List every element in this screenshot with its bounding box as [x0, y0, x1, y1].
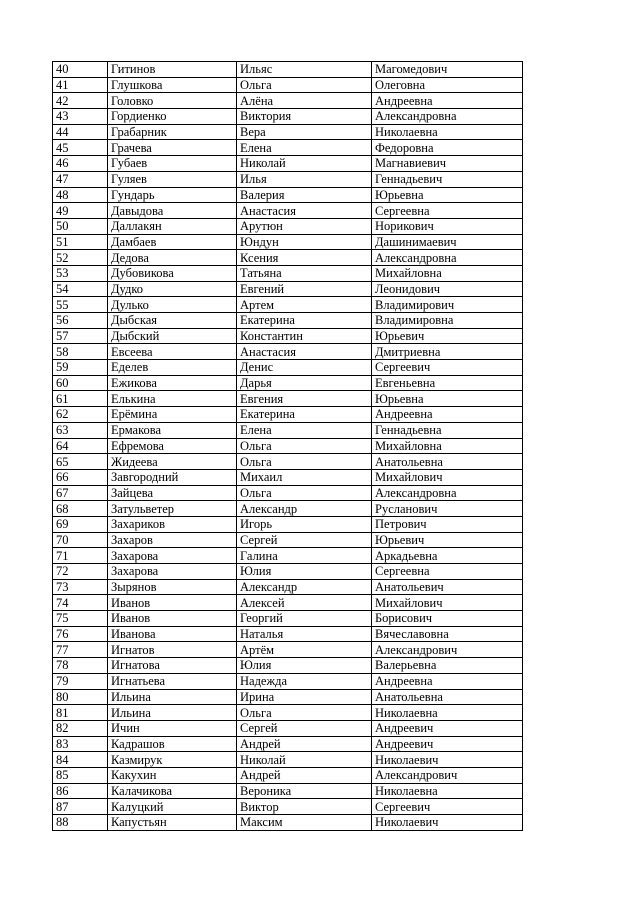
patronymic-cell: Михайловна: [372, 265, 523, 281]
first-name-cell: Ирина: [237, 689, 372, 705]
row-number-cell: 70: [53, 532, 108, 548]
first-name-cell: Николай: [237, 156, 372, 172]
last-name-cell: Дедова: [108, 250, 237, 266]
last-name-cell: Гитинов: [108, 62, 237, 78]
last-name-cell: Еделев: [108, 360, 237, 376]
patronymic-cell: Николаевич: [372, 752, 523, 768]
table-row: [53, 673, 523, 689]
patronymic-cell: Александрович: [372, 767, 523, 783]
row-number-cell: 75: [53, 611, 108, 627]
row-number-cell: 76: [53, 626, 108, 642]
last-name-cell: Губаев: [108, 156, 237, 172]
patronymic-cell: Геннадьевич: [372, 171, 523, 187]
row-number-cell: 60: [53, 375, 108, 391]
first-name-cell: Наталья: [237, 626, 372, 642]
patronymic-cell: Андреевна: [372, 93, 523, 109]
patronymic-cell: Александровна: [372, 109, 523, 125]
table-row: [53, 783, 523, 799]
table-row: [53, 281, 523, 297]
last-name-cell: Жидеева: [108, 454, 237, 470]
table-row: [53, 250, 523, 266]
last-name-cell: Елькина: [108, 391, 237, 407]
table-row: [53, 124, 523, 140]
row-number-cell: 80: [53, 689, 108, 705]
patronymic-cell: Анатольевна: [372, 689, 523, 705]
patronymic-cell: Валерьевна: [372, 658, 523, 674]
first-name-cell: Арутюн: [237, 218, 372, 234]
row-number-cell: 50: [53, 218, 108, 234]
patronymic-cell: Юрьевна: [372, 187, 523, 203]
first-name-cell: Виктория: [237, 109, 372, 125]
table-row: [53, 815, 523, 831]
patronymic-cell: Николаевич: [372, 815, 523, 831]
row-number-cell: 58: [53, 344, 108, 360]
last-name-cell: Ерёмина: [108, 407, 237, 423]
row-number-cell: 84: [53, 752, 108, 768]
first-name-cell: Артём: [237, 642, 372, 658]
first-name-cell: Галина: [237, 548, 372, 564]
patronymic-cell: Николаевна: [372, 783, 523, 799]
row-number-cell: 81: [53, 705, 108, 721]
last-name-cell: Грачева: [108, 140, 237, 156]
last-name-cell: Дыбский: [108, 328, 237, 344]
row-number-cell: 41: [53, 77, 108, 93]
patronymic-cell: Михайловна: [372, 438, 523, 454]
first-name-cell: Алексей: [237, 595, 372, 611]
table-row: [53, 313, 523, 329]
first-name-cell: Андрей: [237, 736, 372, 752]
row-number-cell: 86: [53, 783, 108, 799]
table-row: [53, 234, 523, 250]
table-row: [53, 344, 523, 360]
table-row: [53, 501, 523, 517]
patronymic-cell: Юрьевич: [372, 328, 523, 344]
first-name-cell: Ольга: [237, 454, 372, 470]
last-name-cell: Глушкова: [108, 77, 237, 93]
last-name-cell: Игнатов: [108, 642, 237, 658]
patronymic-cell: Сергеевна: [372, 203, 523, 219]
table-row: [53, 564, 523, 580]
patronymic-cell: Леонидович: [372, 281, 523, 297]
row-number-cell: 52: [53, 250, 108, 266]
row-number-cell: 87: [53, 799, 108, 815]
patronymic-cell: Андреевич: [372, 720, 523, 736]
last-name-cell: Дыбская: [108, 313, 237, 329]
row-number-cell: 77: [53, 642, 108, 658]
first-name-cell: Максим: [237, 815, 372, 831]
row-number-cell: 61: [53, 391, 108, 407]
table-row: [53, 689, 523, 705]
table-row: [53, 469, 523, 485]
last-name-cell: Игнатова: [108, 658, 237, 674]
last-name-cell: Ичин: [108, 720, 237, 736]
last-name-cell: Даллакян: [108, 218, 237, 234]
table-row: [53, 391, 523, 407]
table-row: [53, 93, 523, 109]
patronymic-cell: Александрович: [372, 642, 523, 658]
last-name-cell: Зырянов: [108, 579, 237, 595]
row-number-cell: 74: [53, 595, 108, 611]
first-name-cell: Константин: [237, 328, 372, 344]
names-table: [52, 61, 523, 831]
row-number-cell: 68: [53, 501, 108, 517]
row-number-cell: 82: [53, 720, 108, 736]
patronymic-cell: Дмитриевна: [372, 344, 523, 360]
row-number-cell: 83: [53, 736, 108, 752]
first-name-cell: Илья: [237, 171, 372, 187]
last-name-cell: Иванов: [108, 611, 237, 627]
first-name-cell: Екатерина: [237, 407, 372, 423]
first-name-cell: Евгения: [237, 391, 372, 407]
table-row: [53, 736, 523, 752]
table-row: [53, 642, 523, 658]
last-name-cell: Иванов: [108, 595, 237, 611]
table-row: [53, 422, 523, 438]
last-name-cell: Головко: [108, 93, 237, 109]
table-row: [53, 375, 523, 391]
last-name-cell: Затульветер: [108, 501, 237, 517]
first-name-cell: Дарья: [237, 375, 372, 391]
row-number-cell: 64: [53, 438, 108, 454]
first-name-cell: Ольга: [237, 705, 372, 721]
table-row: [53, 265, 523, 281]
last-name-cell: Ильина: [108, 705, 237, 721]
patronymic-cell: Михайлович: [372, 595, 523, 611]
table-row: [53, 532, 523, 548]
first-name-cell: Ольга: [237, 485, 372, 501]
patronymic-cell: Александровна: [372, 250, 523, 266]
patronymic-cell: Аркадьевна: [372, 548, 523, 564]
table-row: [53, 407, 523, 423]
last-name-cell: Захарова: [108, 564, 237, 580]
first-name-cell: Георгий: [237, 611, 372, 627]
first-name-cell: Ольга: [237, 77, 372, 93]
table-row: [53, 109, 523, 125]
last-name-cell: Гундарь: [108, 187, 237, 203]
patronymic-cell: Сергеевич: [372, 360, 523, 376]
first-name-cell: Екатерина: [237, 313, 372, 329]
row-number-cell: 66: [53, 469, 108, 485]
patronymic-cell: Андреевна: [372, 407, 523, 423]
last-name-cell: Калачикова: [108, 783, 237, 799]
row-number-cell: 49: [53, 203, 108, 219]
table-row: [53, 799, 523, 815]
patronymic-cell: Магомедович: [372, 62, 523, 78]
last-name-cell: Евсеева: [108, 344, 237, 360]
last-name-cell: Давыдова: [108, 203, 237, 219]
first-name-cell: Юлия: [237, 658, 372, 674]
row-number-cell: 48: [53, 187, 108, 203]
first-name-cell: Николай: [237, 752, 372, 768]
row-number-cell: 59: [53, 360, 108, 376]
row-number-cell: 45: [53, 140, 108, 156]
row-number-cell: 88: [53, 815, 108, 831]
first-name-cell: Валерия: [237, 187, 372, 203]
first-name-cell: Елена: [237, 140, 372, 156]
last-name-cell: Гуляев: [108, 171, 237, 187]
table-row: [53, 548, 523, 564]
first-name-cell: Анастасия: [237, 344, 372, 360]
first-name-cell: Артем: [237, 297, 372, 313]
patronymic-cell: Владимирович: [372, 297, 523, 313]
row-number-cell: 53: [53, 265, 108, 281]
row-number-cell: 40: [53, 62, 108, 78]
last-name-cell: Захариков: [108, 516, 237, 532]
last-name-cell: Дамбаев: [108, 234, 237, 250]
row-number-cell: 73: [53, 579, 108, 595]
first-name-cell: Алёна: [237, 93, 372, 109]
table-row: [53, 360, 523, 376]
table-row: [53, 438, 523, 454]
last-name-cell: Ежикова: [108, 375, 237, 391]
patronymic-cell: Петрович: [372, 516, 523, 532]
row-number-cell: 78: [53, 658, 108, 674]
patronymic-cell: Норикович: [372, 218, 523, 234]
table-row: [53, 77, 523, 93]
table-body: [53, 62, 523, 831]
row-number-cell: 51: [53, 234, 108, 250]
first-name-cell: Александр: [237, 579, 372, 595]
last-name-cell: Грабарник: [108, 124, 237, 140]
last-name-cell: Дудко: [108, 281, 237, 297]
last-name-cell: Ермакова: [108, 422, 237, 438]
last-name-cell: Игнатьева: [108, 673, 237, 689]
patronymic-cell: Сергеевич: [372, 799, 523, 815]
patronymic-cell: Анатольевич: [372, 579, 523, 595]
table-row: [53, 720, 523, 736]
first-name-cell: Ольга: [237, 438, 372, 454]
patronymic-cell: Магнавиевич: [372, 156, 523, 172]
last-name-cell: Захаров: [108, 532, 237, 548]
row-number-cell: 46: [53, 156, 108, 172]
patronymic-cell: Михайлович: [372, 469, 523, 485]
first-name-cell: Юндун: [237, 234, 372, 250]
patronymic-cell: Федоровна: [372, 140, 523, 156]
patronymic-cell: Андреевич: [372, 736, 523, 752]
last-name-cell: Капустьян: [108, 815, 237, 831]
patronymic-cell: Николаевна: [372, 705, 523, 721]
row-number-cell: 69: [53, 516, 108, 532]
last-name-cell: Завгородний: [108, 469, 237, 485]
table-row: [53, 658, 523, 674]
first-name-cell: Александр: [237, 501, 372, 517]
table-row: [53, 705, 523, 721]
first-name-cell: Ильяс: [237, 62, 372, 78]
row-number-cell: 62: [53, 407, 108, 423]
patronymic-cell: Владимировна: [372, 313, 523, 329]
patronymic-cell: Геннадьевна: [372, 422, 523, 438]
table-row: [53, 485, 523, 501]
last-name-cell: Кадрашов: [108, 736, 237, 752]
last-name-cell: Иванова: [108, 626, 237, 642]
table-row: [53, 611, 523, 627]
patronymic-cell: Евгеньевна: [372, 375, 523, 391]
last-name-cell: Захарова: [108, 548, 237, 564]
table-row: [53, 156, 523, 172]
table-row: [53, 595, 523, 611]
row-number-cell: 54: [53, 281, 108, 297]
table-row: [53, 579, 523, 595]
patronymic-cell: Анатольевна: [372, 454, 523, 470]
table-row: [53, 62, 523, 78]
row-number-cell: 47: [53, 171, 108, 187]
last-name-cell: Казмирук: [108, 752, 237, 768]
row-number-cell: 55: [53, 297, 108, 313]
last-name-cell: Дубовикова: [108, 265, 237, 281]
first-name-cell: Михаил: [237, 469, 372, 485]
row-number-cell: 67: [53, 485, 108, 501]
first-name-cell: Сергей: [237, 720, 372, 736]
patronymic-cell: Юрьевна: [372, 391, 523, 407]
table-row: [53, 516, 523, 532]
table-row: [53, 626, 523, 642]
first-name-cell: Юлия: [237, 564, 372, 580]
row-number-cell: 79: [53, 673, 108, 689]
patronymic-cell: Андреевна: [372, 673, 523, 689]
last-name-cell: Какухин: [108, 767, 237, 783]
patronymic-cell: Николаевна: [372, 124, 523, 140]
table-row: [53, 218, 523, 234]
first-name-cell: Вера: [237, 124, 372, 140]
row-number-cell: 72: [53, 564, 108, 580]
last-name-cell: Ильина: [108, 689, 237, 705]
row-number-cell: 42: [53, 93, 108, 109]
row-number-cell: 43: [53, 109, 108, 125]
first-name-cell: Евгений: [237, 281, 372, 297]
row-number-cell: 63: [53, 422, 108, 438]
patronymic-cell: Александровна: [372, 485, 523, 501]
first-name-cell: Елена: [237, 422, 372, 438]
patronymic-cell: Юрьевич: [372, 532, 523, 548]
row-number-cell: 71: [53, 548, 108, 564]
table-row: [53, 767, 523, 783]
row-number-cell: 85: [53, 767, 108, 783]
patronymic-cell: Вячеславовна: [372, 626, 523, 642]
row-number-cell: 57: [53, 328, 108, 344]
first-name-cell: Вероника: [237, 783, 372, 799]
first-name-cell: Игорь: [237, 516, 372, 532]
first-name-cell: Татьяна: [237, 265, 372, 281]
table-row: [53, 140, 523, 156]
table-row: [53, 328, 523, 344]
first-name-cell: Виктор: [237, 799, 372, 815]
table-row: [53, 454, 523, 470]
table-row: [53, 752, 523, 768]
first-name-cell: Андрей: [237, 767, 372, 783]
first-name-cell: Анастасия: [237, 203, 372, 219]
last-name-cell: Зайцева: [108, 485, 237, 501]
last-name-cell: Гордиенко: [108, 109, 237, 125]
patronymic-cell: Олеговна: [372, 77, 523, 93]
first-name-cell: Денис: [237, 360, 372, 376]
table-row: [53, 187, 523, 203]
last-name-cell: Калуцкий: [108, 799, 237, 815]
first-name-cell: Ксения: [237, 250, 372, 266]
table-row: [53, 297, 523, 313]
row-number-cell: 44: [53, 124, 108, 140]
table-row: [53, 203, 523, 219]
row-number-cell: 65: [53, 454, 108, 470]
patronymic-cell: Сергеевна: [372, 564, 523, 580]
patronymic-cell: Дашинимаевич: [372, 234, 523, 250]
last-name-cell: Дулько: [108, 297, 237, 313]
patronymic-cell: Борисович: [372, 611, 523, 627]
first-name-cell: Сергей: [237, 532, 372, 548]
first-name-cell: Надежда: [237, 673, 372, 689]
row-number-cell: 56: [53, 313, 108, 329]
table-row: [53, 171, 523, 187]
last-name-cell: Ефремова: [108, 438, 237, 454]
patronymic-cell: Русланович: [372, 501, 523, 517]
